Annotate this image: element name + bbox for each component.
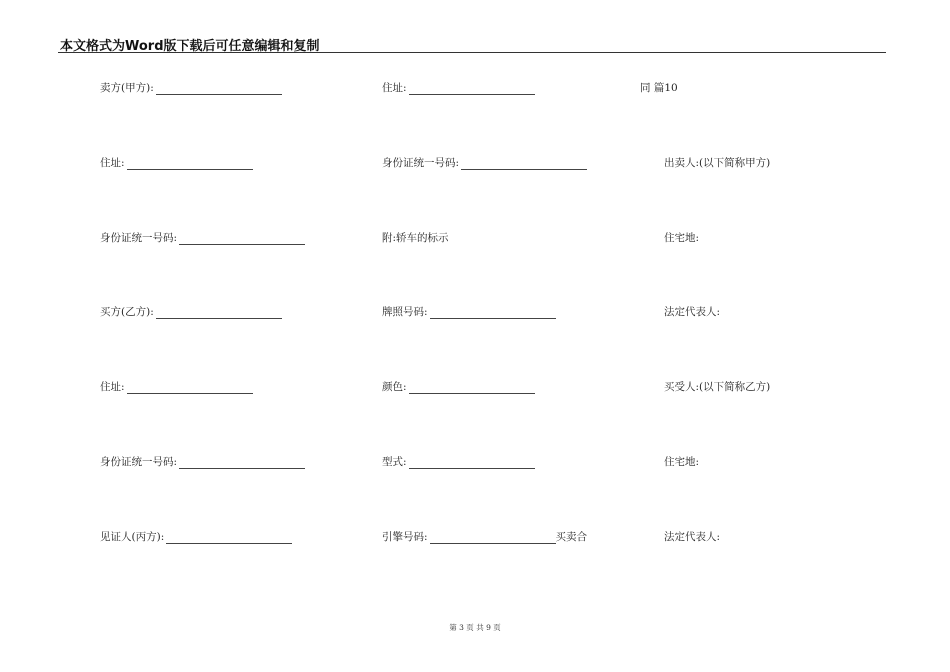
seller-blank [156, 84, 282, 95]
witness-label: 见证人(丙方): [100, 531, 165, 543]
seller-address-label: 住址: [100, 157, 125, 169]
address-label: 住址: [382, 82, 407, 94]
id-row [382, 155, 587, 170]
seller-id-blank [179, 234, 305, 245]
engine-blank [430, 533, 556, 544]
page-number: 第 3 页 共 9 页 [449, 623, 501, 632]
buyer-id-row [100, 454, 305, 469]
witness-row [100, 529, 292, 544]
color-blank [409, 383, 535, 394]
car-spec-heading [382, 230, 449, 245]
seller-row [100, 80, 282, 95]
model-blank [409, 458, 535, 469]
car-spec-label: 附:轿车的标示 [382, 232, 449, 244]
engine-row [382, 529, 587, 544]
model-label: 型式: [382, 456, 407, 468]
buyer-id-blank [179, 458, 305, 469]
id-blank [461, 159, 587, 170]
buyer-blank [156, 308, 282, 319]
buyer-address-blank [127, 383, 253, 394]
contract-fragment: 同 篇10 [640, 82, 678, 94]
seller-label: 卖方(甲方): [100, 82, 154, 94]
seller-address-row [100, 155, 253, 170]
buyer-label: 买方(乙方): [100, 306, 154, 318]
buyer-address-label: 住址: [100, 381, 125, 393]
plate-row [382, 304, 556, 319]
engine-suffix: 买卖合 [555, 531, 588, 543]
color-row [382, 379, 535, 394]
witness-blank [166, 533, 292, 544]
buyer-legal-rep-label: 法定代表人: [664, 531, 721, 543]
buyer-id-label: 身份证统一号码: [100, 456, 178, 468]
color-label: 颜色: [382, 381, 407, 393]
document-header: 本文格式为Word版下载后可任意编辑和复制 [60, 39, 320, 54]
model-row [382, 454, 535, 469]
buyer-address-row [100, 379, 253, 394]
address-blank [409, 84, 535, 95]
plate-blank [430, 308, 556, 319]
buyer-party-label: 买受人:(以下简称乙方) [664, 381, 771, 393]
plate-label: 牌照号码: [382, 306, 428, 318]
seller-legal-rep-label: 法定代表人: [664, 306, 721, 318]
seller-id-row [100, 230, 305, 245]
buyer-row [100, 304, 282, 319]
seller-id-label: 身份证统一号码: [100, 232, 178, 244]
engine-label: 引擎号码: [382, 531, 428, 543]
seller-party-label: 出卖人:(以下简称甲方) [664, 157, 771, 169]
seller-address-blank [127, 159, 253, 170]
id-label: 身份证统一号码: [382, 157, 460, 169]
address-row [382, 80, 535, 95]
seller-residence-label: 住宅地: [664, 232, 700, 244]
buyer-residence-label: 住宅地: [664, 456, 700, 468]
header-rule [58, 52, 886, 53]
